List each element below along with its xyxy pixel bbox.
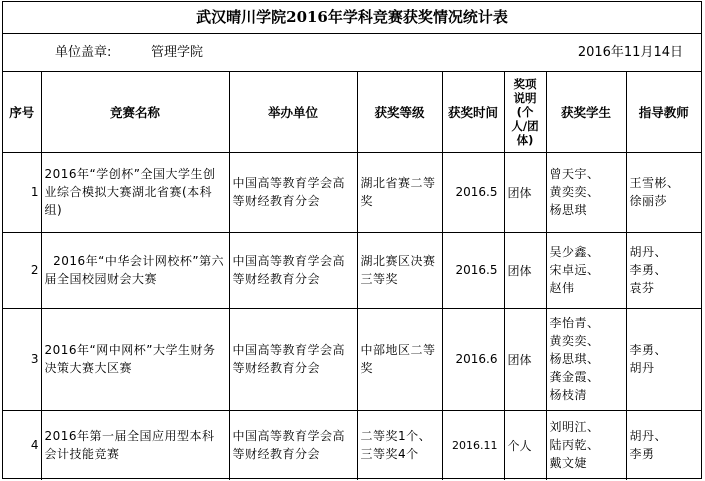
row-award-type: 团体: [504, 308, 546, 410]
table-row: [3, 308, 701, 410]
row-no: 4: [3, 410, 41, 480]
row-teachers: 王雪彬、 徐丽莎: [626, 152, 701, 232]
row-students: 李怡青、 黄奕奕、 杨思琪、 龚金霞、 杨枝清: [546, 308, 626, 410]
unit-name: 管理学院: [151, 45, 204, 60]
award-statistics-sheet: [2, 1, 702, 479]
row-level: 二等奖1个、三等奖4个: [357, 410, 442, 480]
row-organizer: 中国高等教育学会高等财经教育分会: [229, 232, 357, 308]
row-competition: 2016年“网中网杯”大学生财务决策大赛大区赛: [41, 308, 229, 410]
row-students: 曾天宇、 黄奕奕、 杨思琪: [546, 152, 626, 232]
row-teachers: 胡丹、 李勇: [626, 410, 701, 480]
header-teachers: 指导教师: [626, 72, 701, 152]
row-students: 刘明江、 陆丙乾、 戴文婕: [546, 410, 626, 480]
row-time: 2016.5: [442, 152, 504, 232]
header-time: 获奖时间: [442, 72, 504, 152]
header-award-type: 奖项 说明 (个 人/团 体): [504, 72, 546, 152]
report-date: 2016年11月14日: [577, 45, 683, 60]
sheet-title: 武汉晴川学院2016年学科竞赛获奖情况统计表: [3, 2, 701, 34]
row-competition: 2016年“学创杯”全国大学生创业综合模拟大赛湖北省赛(本科组): [41, 152, 229, 232]
meta-row: [3, 34, 701, 72]
row-competition: 2016年“中华会计网校杯”第六届全国校园财会大赛: [41, 232, 229, 308]
row-time: 2016.5: [442, 232, 504, 308]
table-row: [3, 152, 701, 232]
row-no: 3: [3, 308, 41, 410]
row-students: 吴少鑫、 宋卓远、 赵伟: [546, 232, 626, 308]
row-organizer: 中国高等教育学会高等财经教育分会: [229, 152, 357, 232]
row-award-type: 团体: [504, 232, 546, 308]
row-no: 1: [3, 152, 41, 232]
unit-seal-label: 单位盖章:: [55, 45, 112, 60]
row-competition: 2016年第一届全国应用型本科会计技能竞赛: [41, 410, 229, 480]
row-time: 2016.6: [442, 308, 504, 410]
awards-table: [3, 72, 701, 480]
row-teachers: 李勇、 胡丹: [626, 308, 701, 410]
table-row: [3, 410, 701, 480]
header-students: 获奖学生: [546, 72, 626, 152]
row-no: 2: [3, 232, 41, 308]
table-header-row: [3, 72, 701, 152]
header-level: 获奖等级: [357, 72, 442, 152]
header-organizer: 举办单位: [229, 72, 357, 152]
row-time: 2016.11: [442, 410, 504, 480]
row-level: 湖北赛区决赛三等奖: [357, 232, 442, 308]
row-award-type: 团体: [504, 152, 546, 232]
row-organizer: 中国高等教育学会高等财经教育分会: [229, 410, 357, 480]
header-no: 序号: [3, 72, 41, 152]
row-organizer: 中国高等教育学会高等财经教育分会: [229, 308, 357, 410]
table-row: [3, 232, 701, 308]
header-competition: 竞赛名称: [41, 72, 229, 152]
row-level: 湖北省赛二等奖: [357, 152, 442, 232]
row-teachers: 胡丹、 李勇、 袁芬: [626, 232, 701, 308]
row-level: 中部地区二等奖: [357, 308, 442, 410]
row-award-type: 个人: [504, 410, 546, 480]
